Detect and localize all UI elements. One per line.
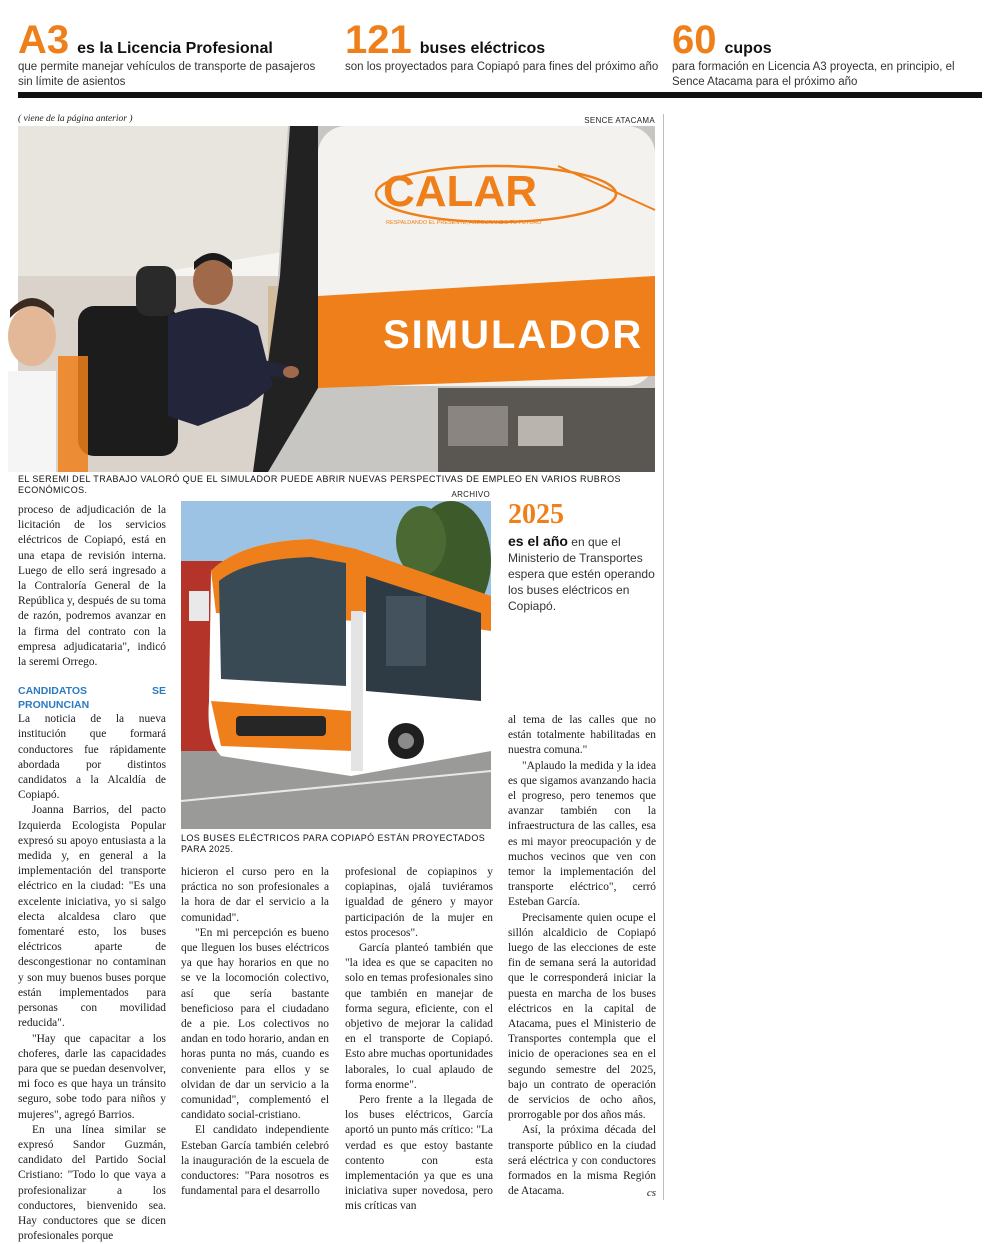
stat-buses [345,20,660,75]
bus-photo-image [181,501,491,829]
paragraph: Joanna Barrios, del pacto Izquierda Ecologista Popular expresó su apoyo entusiasta a la medida y, en general a la implementación del transporte eléctrico en la ciudad: "Es una excelente iniciativa, yo si salgo electa alcaldesa claro que fomentaré esto, los buses eléctricos aparte de descongestionar no contaminan y son muy buenos buses porque están implementados para personas con movilidad reducida". [18,804,166,1030]
callout-lead: es el año [508,533,568,549]
paragraph: La noticia de la nueva institución que formará conductores fue rápidamente abordada por distintos candidatos a la Alcaldía de Copiapó. [18,713,166,802]
paragraph: Precisamente quien ocupe el sillón alcaldicio de Copiapó luego de las elecciones de este fin de semana será la autoridad que le corresponderá iniciar la puesta en marcha de los buses eléctricos en la capital de Atacama, pues el Ministerio de Transportes contempla que el inicio de operaciones sea en el segundo semestre del 2025, bajo un contrato de operación de servicios de ocho años, prorrogable por dos años más. [508,911,656,1122]
paragraph: García planteó también que "la idea es que se capaciten no solo en temas profesionales sino que también en manejar de forma segura, eficiente, con el objetivo de mejorar la calidad en el transporte de Copiapó. Esto abre muchas oportunidades laborales, lo cual aplaudo de forma enorme". [345,942,493,1091]
bus-photo [181,501,491,829]
brand-tagline: RESPALDANDO EL PRESENTE, ASEGURANDO TU FUTURO [386,220,542,226]
paragraph: "Hay que capacitar a los choferes, darle las capacidades para que se puedan desenvolver, mi foco es que haya un tránsito seguro, sobe todo para niños y mujeres", agregó Barrios. [18,1032,166,1121]
stat-number: 121 [345,18,412,62]
brand-logo: CALAR [383,167,537,216]
paragraph: proceso de adjudicación de la licitación de los servicios eléctricos de Copiapó, está en una etapa de revisión interna. Luego de ello será ingresado a la Contraloría General de la República y, después de su toma de razón, podremos avanzar en la firma del contrato con la empresa adjudicataria", indicó la seremi Orrego. [18,504,166,669]
paragraph: El candidato independiente Esteban García también celebró la inauguración de la escuela de conductores: "Para nosotros es fundamental para el desarrollo [181,1124,329,1198]
paragraph: En una línea similar se expresó Sandor Guzmán, candidato del Partido Social Cristiano: "Todo lo que vaya a profesionalizar a los conductores, bienvenido sea. Hay conductores que se dicen profesionales porque [18,1123,166,1243]
header-divider [18,92,982,98]
bus-caption: LOS BUSES ELÉCTRICOS PARA COPIAPÓ ESTÁN PROYECTADOS PARA 2025. [181,833,486,854]
callout-body: en que el Ministerio de Transportes espera que estén operando los buses eléctricos en Copiapó. [508,535,655,613]
article-column-2 [181,865,329,1200]
stat-cupos [672,20,984,90]
article-column-1 [18,503,166,1243]
subheading: CANDIDATOS SE PRONUNCIAN [18,685,166,712]
stat-title: buses eléctricos [419,40,546,57]
stat-number: 60 [672,18,717,62]
simulator-sign: SIMULADOR [383,313,644,357]
paragraph: profesional de copiapinos y copiapinas, ojalá tuviéramos igualdad de género y mayor participación de la mujer en estos procesos". [345,866,493,939]
callout-number: 2025 [508,499,564,530]
stat-title: cupos [724,40,772,57]
stat-description: para formación en Licencia A3 proyecta, en principio, el Sence Atacama para el próximo año [672,61,955,88]
end-mark: cs [646,1186,656,1199]
column-rule [663,114,664,1200]
article-column-4 [508,713,656,1200]
stat-number: A3 [18,18,70,62]
simulator-caption: EL SEREMI DEL TRABAJO VALORÓ QUE EL SIMULADOR PUEDE ABRIR NUEVAS PERSPECTIVAS DE EMPLEO EN VARIOS RUBROS ECONÓMICOS. [18,474,621,495]
paragraph: Pero frente a la llegada de los buses eléctricos, García aportó un punto más crítico: "La verdad es que estoy bastante contento con esta implementación ya que es una iniciativa super novedosa, pero mis críticas van [345,1094,493,1213]
simulator-photo [18,126,655,472]
article-column-3 [345,865,493,1213]
stat-description: son los proyectados para Copiapó para fines del próximo año [345,61,659,73]
photo2-credit: ARCHIVO [451,490,490,499]
paragraph: "En mi percepción es bueno que lleguen los buses eléctricos ya que hay horarios en que no se ve la locomoción colectivo, así que sería bastante beneficioso para el ciudadano de a pie. Los colectivos no andan en todo horario, andan en horas punta no más, cuando es conveniente para ellos y se olvidan de dar un servicio a la comunidad", complementó el candidato social-cristiano. [181,926,329,1122]
stat-description: que permite manejar vehículos de transporte de pasajeros sin límite de asientos [18,61,316,88]
continuation-note: ( viene de la página anterior ) [18,114,133,124]
paragraph: al tema de las calles que no están totalmente habilitadas en nuestra comuna." [508,714,656,757]
stat-a3 [18,20,333,90]
paragraph: hicieron el curso pero en la práctica no son profesionales a la hora de dar el servicio a la comunidad". [181,866,329,924]
callout-2025 [508,500,656,614]
simulator-photo-image [18,126,655,472]
callout-text [508,533,656,614]
photo-credit: SENCE ATACAMA [584,116,655,125]
paragraph: Así, la próxima década del transporte público en la ciudad será eléctrica y con conductores formados en la misma Región de Atacama. [508,1124,656,1198]
paragraph: "Aplaudo la medida y la idea es que sigamos avanzando hacia el progreso, pero tenemos que avanzar también con la infraestructura de las calles, esa es mi mayor preocupación y de muchos vecinos que ven con temor la implementación del transporte eléctrico", cerró Esteban García. [508,759,656,909]
stat-title: es la Licencia Profesional [77,40,273,57]
